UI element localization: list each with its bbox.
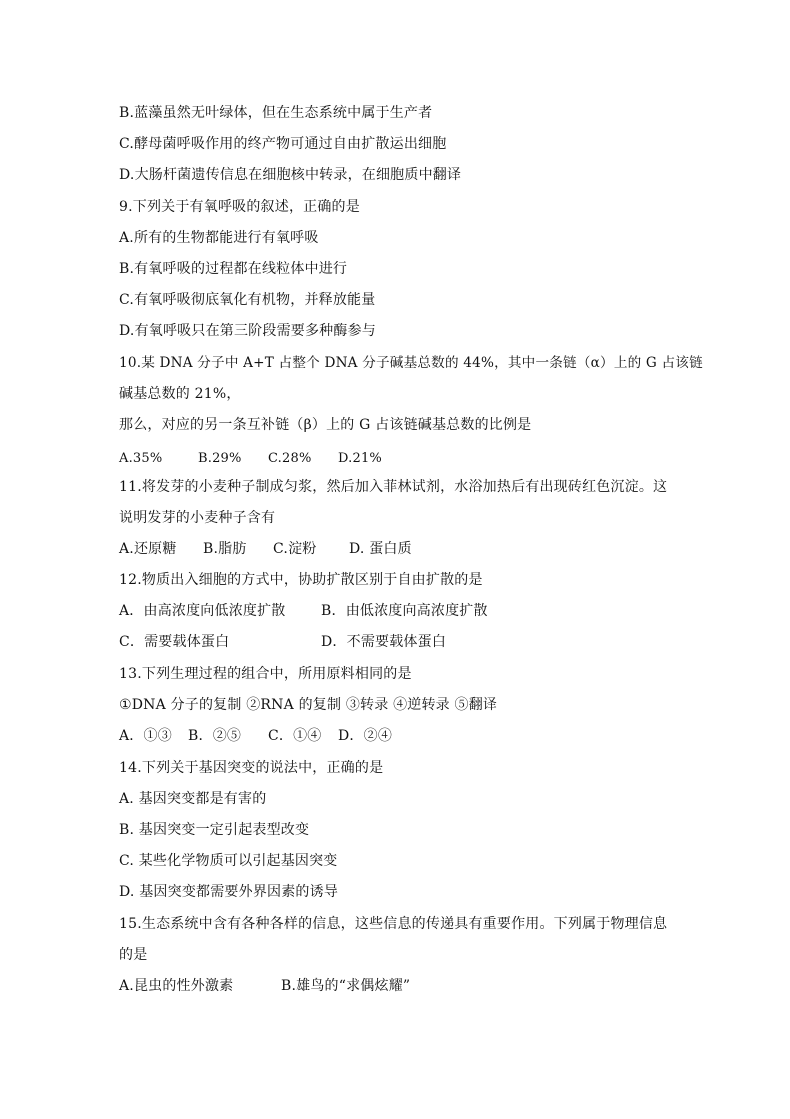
q15-option-b: B.雄鸟的“求偶炫耀” [281,978,411,994]
q10-option-d: D.21% [338,451,382,466]
q10-option-b: B.29% [198,451,242,466]
q12-options-row1 [119,602,488,620]
q11-option-c: C.淀粉 [273,541,317,557]
q11-stem-line1: 11.将发芽的小麦种子制成匀浆，然后加入菲林试剂，水浴加热后有出现砖红色沉淀。这 [119,479,668,495]
q11-stem-line2: 说明发芽的小麦种子含有 [119,510,276,526]
q10-option-c: C.28% [268,451,312,466]
q11-option-a: A.还原糖 [119,541,177,557]
q14-option-b: B. 基因突变一定引起表型改变 [119,822,310,838]
q14-option-d: D. 基因突变都需要外界因素的诱导 [119,884,339,900]
q8-option-d: D.大肠杆菌遗传信息在细胞核中转录，在细胞质中翻译 [119,167,462,183]
q11-option-d: D. 蛋白质 [349,541,412,557]
q13-options [119,727,392,745]
q9-option-c: C.有氧呼吸彻底氧化有机物，并释放能量 [119,292,376,308]
q12-option-b: B．由低浓度向高浓度扩散 [321,603,488,619]
q13-stem: 13.下列生理过程的组合中，所用原料相同的是 [119,666,412,682]
q15-option-a: A.昆虫的性外激素 [119,978,234,994]
q9-stem: 9.下列关于有氧呼吸的叙述，正确的是 [119,199,360,215]
q8-option-c: C.酵母菌呼吸作用的终产物可通过自由扩散运出细胞 [119,136,447,152]
q10-option-a: A.35% [119,451,163,466]
q9-option-b: B.有氧呼吸的过程都在线粒体中进行 [119,261,348,277]
q11-option-b: B.脂肪 [203,541,247,557]
q13-option-c: C．①④ [268,728,322,744]
q15-options [119,977,410,995]
q15-stem-line1: 15.生态系统中含有各种各样的信息，这些信息的传递具有重要作用。下列属于物理信息 [119,916,668,932]
q10-stem-line3: 那么，对应的另一条互补链（β）上的 G 占该链碱基总数的比例是 [119,417,532,433]
q15-stem-line2: 的是 [119,947,148,963]
q13-processes: ①DNA 分子的复制 ②RNA 的复制 ③转录 ④逆转录 ⑤翻译 [119,697,498,713]
q12-option-c: C．需要载体蛋白 [119,634,230,650]
q8-option-b: B.蓝藻虽然无叶绿体，但在生态系统中属于生产者 [119,105,433,121]
q12-option-a: A．由高浓度向低浓度扩散 [119,603,286,619]
q9-option-d: D.有氧呼吸只在第三阶段需要多种酶参与 [119,323,376,339]
q12-option-d: D．不需要载体蛋白 [321,634,447,650]
q9-option-a: A.所有的生物都能进行有氧呼吸 [119,230,319,246]
q10-options [119,450,382,468]
q13-option-b: B．②⑤ [188,728,242,744]
q14-option-a: A. 基因突变都是有害的 [119,791,267,807]
q10-stem-line2: 碱基总数的 21%， [119,386,241,402]
q13-option-a: A．①③ [119,728,172,744]
q14-stem: 14.下列关于基因突变的说法中，正确的是 [119,760,384,776]
q10-stem-line1: 10.某 DNA 分子中 A+T 占整个 DNA 分子碱基总数的 44%，其中一条链（α）上的 G 占该链 [119,355,703,371]
q13-option-d: D．②④ [338,728,393,744]
q14-option-c: C. 某些化学物质可以引起基因突变 [119,853,338,869]
q12-options-row2 [119,633,446,651]
q12-stem: 12.物质出入细胞的方式中，协助扩散区别于自由扩散的是 [119,572,483,588]
q11-options [119,540,412,558]
